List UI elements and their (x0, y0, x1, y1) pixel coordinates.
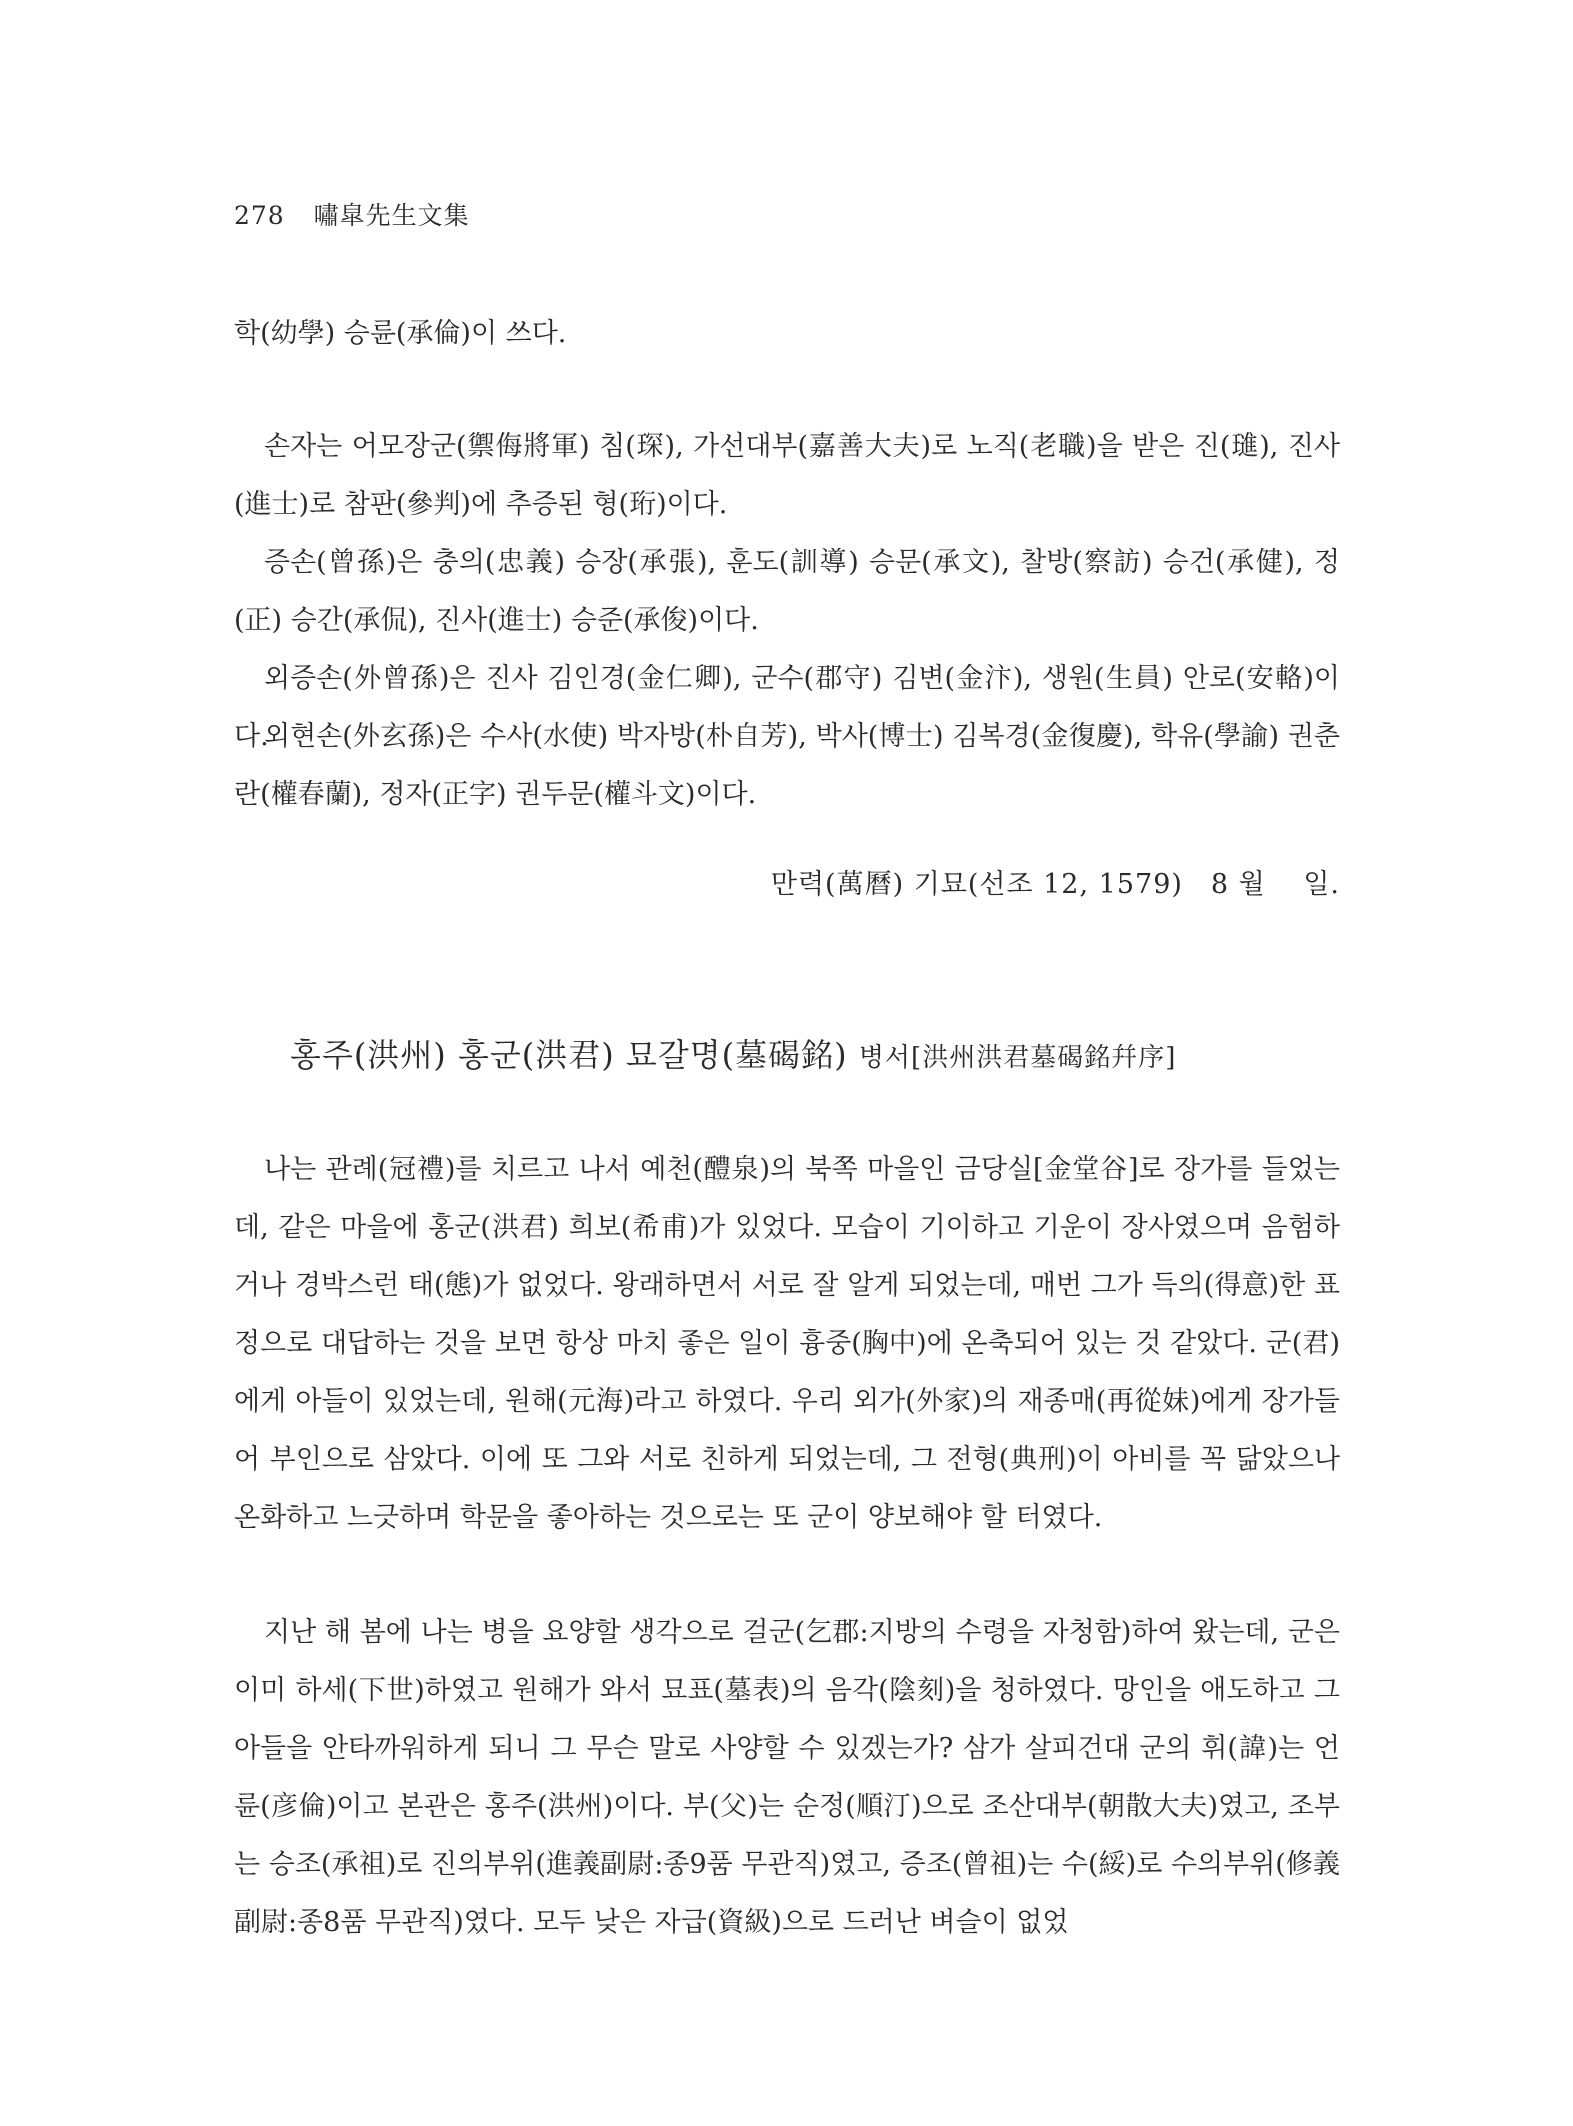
section-title-sub: 병서[洪州洪君墓碣銘幷序] (858, 1043, 1177, 1073)
page-number: 278 (234, 201, 285, 230)
document-date: 만력(萬曆) 기묘(선조 12, 1579) 8 월 일. (770, 869, 1340, 900)
paragraph: 나는 관례(冠禮)를 치르고 나서 예천(醴泉)의 북쪽 마을인 금당실[金堂谷]로 장가를 들었는데, 같은 마을에 홍군(洪君) 희보(希甫)가 있었다. 모습이 기이하고 기운이 장사였으며 음험하거나 경박스런 태(態)가 없었다. 왕래하면서 서로 잘 알게 되었는데, 매번 그가 득의(得意)한 표정으로 대답하는 것을 보면 항상 마치 좋은 일이 흉중(胸中)에 온축되어 있는 것 같았다. 군(君)에게 아들이 있었는데, 원해(元海)라고 하였다. 우리 외가(外家)의 재종매(再從妹)에게 장가들어 부인으로 삼았다. 이에 또 그와 서로 친하게 되었는데, 그 전형(典刑)이 아비를 꼭 닮았으나 온화하고 느긋하며 학문을 좋아하는 것으로는 또 군이 양보해야 할 터였다. (234, 1154, 1340, 1533)
book-title: 嘯皐先生文集 (313, 201, 470, 230)
paragraph: 학(幼學) 승륜(承倫)이 쓰다. (234, 318, 567, 349)
page-header (234, 196, 470, 232)
paragraph: 외증손(外曾孫)은 진사 김인경(金仁卿), 군수(郡守) 김변(金汴), 생원(生員) 안로(安輅)이다. (234, 663, 1340, 752)
section-title-main: 홍주(洪州) 홍군(洪君) 묘갈명(墓碣銘) (290, 1036, 848, 1074)
paragraph: 외현손(外玄孫)은 수사(水使) 박자방(朴自芳), 박사(博士) 김복경(金復慶), 학유(學諭) 권춘란(權春蘭), 정자(正字) 권두문(權斗文)이다. (234, 721, 1340, 810)
paragraph: 증손(曾孫)은 충의(忠義) 승장(承張), 훈도(訓導) 승문(承文), 찰방(察訪) 승건(承健), 정(正) 승간(承侃), 진사(進士) 승준(承俊)이다. (234, 547, 1340, 636)
section-title (290, 1030, 1176, 1076)
paragraph: 손자는 어모장군(禦侮將軍) 침(琛), 가선대부(嘉善大夫)로 노직(老職)을 받은 진(璡), 진사(進士)로 참판(參判)에 추증된 형(珩)이다. (234, 431, 1340, 520)
paragraph: 지난 해 봄에 나는 병을 요양할 생각으로 걸군(乞郡:지방의 수령을 자청함)하여 왔는데, 군은 이미 하세(下世)하였고 원해가 와서 묘표(墓表)의 음각(陰刻)을 청하였다. 망인을 애도하고 그 아들을 안타까워하게 되니 그 무슨 말로 사양할 수 있겠는가? 삼가 살피건대 군의 휘(諱)는 언륜(彦倫)이고 본관은 홍주(洪州)이다. 부(父)는 순정(順汀)으로 조산대부(朝散大夫)였고, 조부는 승조(承祖)로 진의부위(進義副尉:종9품 무관직)였고, 증조(曾祖)는 수(綏)로 수의부위(修義副尉:종8품 무관직)였다. 모두 낮은 자급(資級)으로 드러난 벼슬이 없었 (234, 1617, 1340, 1938)
